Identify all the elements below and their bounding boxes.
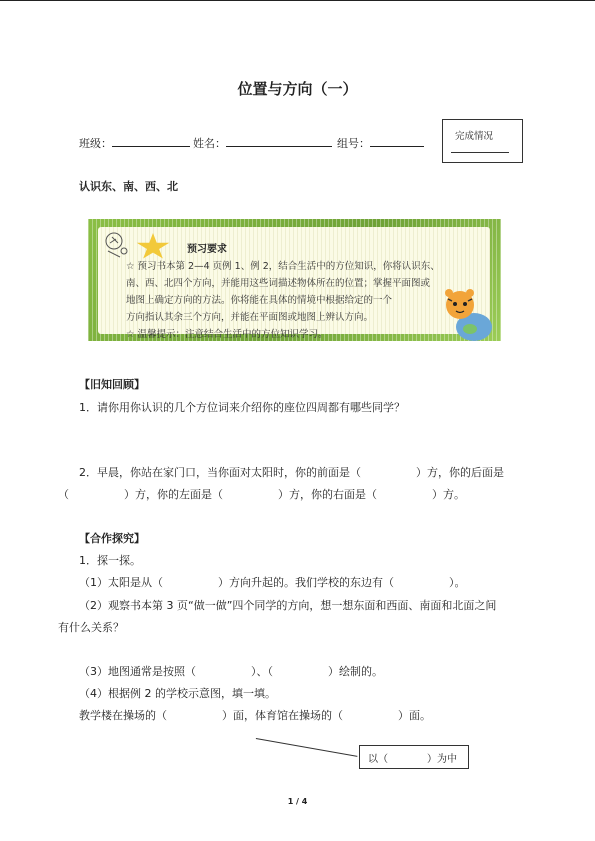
status-box [442,119,523,163]
callout-text-left: 以（ [368,754,388,765]
preview-line: 地图上确定方向的方法。你将能在具体的情境中根据给定的一个 [126,295,393,306]
doodle-icon [102,229,130,259]
tiger-mascot-icon [436,285,494,343]
status-label: 完成情况 [455,131,494,142]
name-blank[interactable] [226,135,332,147]
star-icon [136,233,170,261]
preview-line: ☆ 预习书本第 2—4 页例 1、例 2，结合生活中的方位知识，你将认识东、 [126,261,440,272]
explore-question-3: （3）地图通常是按照（ ）、（ ）绘制的。 [79,665,383,678]
section-heading: 认识东、南、西、北 [79,180,178,193]
name-field [193,135,332,151]
class-label: 班级： [79,137,112,150]
explore-fill-line: 教学楼在操场的（ ）面，体育馆在操场的（ ）面。 [79,709,431,722]
callout-text-right: ）为中 [427,754,457,765]
name-label: 姓名： [193,137,226,150]
review-question-2-cont: （ ）方，你的左面是（ ）方，你的右面是（ ）方。 [58,488,465,501]
review-heading: 【旧知回顾】 [79,378,145,391]
page-number: 1 / 4 [287,797,308,806]
preview-tip: ☆ 温馨提示：注意结合生活中的方位知识学习。 [126,329,328,340]
preview-title: 预习要求 [187,244,227,255]
explore-question-2: （2）观察书本第 3 页“做一做”四个同学的方向，想一想东面和西面、南面和北面之间 [79,599,497,612]
group-label: 组号： [337,137,370,150]
callout-box [359,745,469,769]
preview-line: 南、西、北四个方向，并能用这些词描述物体所在的位置；掌握平面图或 [126,278,431,289]
review-question-2: 2．早晨，你站在家门口，当你面对太阳时，你的前面是（ ）方，你的后面是 [79,466,504,479]
top-rule [0,0,595,1]
group-blank[interactable] [370,135,424,147]
explore-heading: 【合作探究】 [79,532,145,545]
explore-item-1: 1．探一探。 [79,554,141,567]
review-question-1: 1．请你用你认识的几个方位词来介绍你的座位四周都有哪些同学？ [79,401,405,414]
group-field [337,135,424,151]
class-blank[interactable] [112,135,190,147]
explore-question-1: （1）太阳是从（ ）方向升起的。我们学校的东边有（ ）。 [79,576,466,589]
preview-paper [98,227,490,340]
status-blank[interactable] [451,152,509,153]
page-title: 位置与方向（一） [237,80,358,98]
preview-line: 方向指认其余三个方向，并能在平面图或地图上辨认方向。 [126,312,374,323]
explore-question-4: （4）根据例 2 的学校示意图，填一填。 [79,687,276,700]
class-field [79,135,190,151]
explore-question-2-cont: 有什么关系？ [58,621,124,634]
callout-leader-line [256,738,358,757]
preview-banner [88,219,501,341]
